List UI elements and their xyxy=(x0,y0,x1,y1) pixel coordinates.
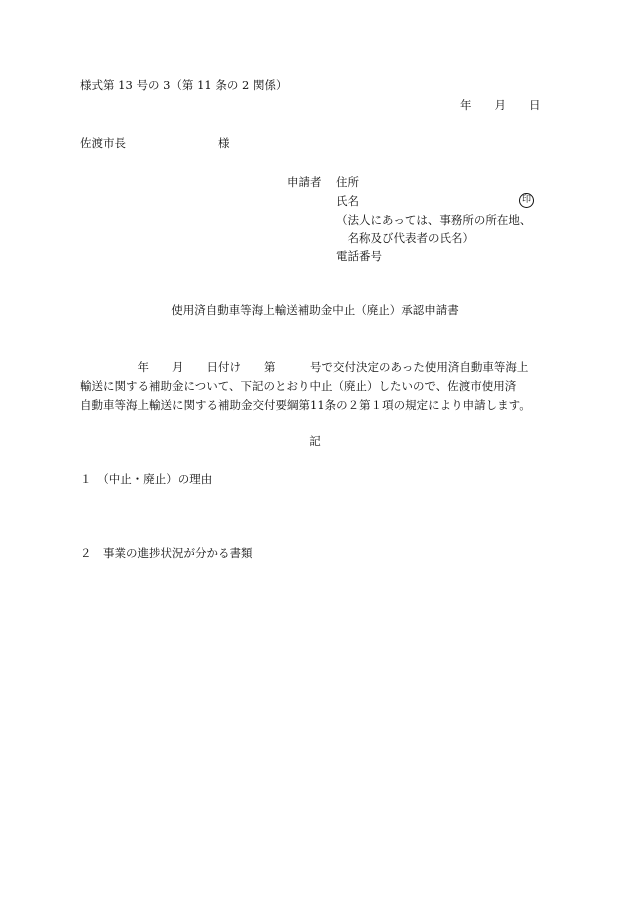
document-title: 使用済自動車等海上輸送補助金中止（廃止）承認申請書 xyxy=(171,303,459,317)
body-line-2: 輸送に関する補助金について、下記のとおり中止（廃止）したいので、佐渡市使用済 xyxy=(80,379,517,393)
name-label: 氏名 xyxy=(336,194,359,208)
address-label: 住所 xyxy=(336,175,359,189)
ki-heading: 記 xyxy=(309,434,321,448)
addressee: 佐渡市長 様 xyxy=(80,136,230,150)
applicant-label: 申請者 xyxy=(287,175,322,189)
seal-mark: 印 xyxy=(519,193,534,208)
body-paragraph xyxy=(80,358,560,415)
body-line-1: 年 月 日付け 第 号で交付決定のあった使用済自動車等海上 xyxy=(80,360,529,374)
body-line-3: 自動車等海上輸送に関する補助金交付要綱第11条の２第１項の規定により申請します。 xyxy=(80,398,531,412)
item-progress-documents: ２ 事業の進捗状況が分かる書類 xyxy=(80,546,253,560)
phone-label: 電話番号 xyxy=(336,249,382,263)
form-number: 様式第 13 号の 3（第 11 条の 2 関係） xyxy=(80,78,288,92)
date-line: 年 月 日 xyxy=(460,98,541,112)
item-reason: １ （中止・廃止）の理由 xyxy=(80,472,213,486)
corporation-note-line2: 名称及び代表者の氏名） xyxy=(336,231,474,245)
corporation-note-line1: （法人にあっては、事務所の所在地、 xyxy=(336,213,532,227)
